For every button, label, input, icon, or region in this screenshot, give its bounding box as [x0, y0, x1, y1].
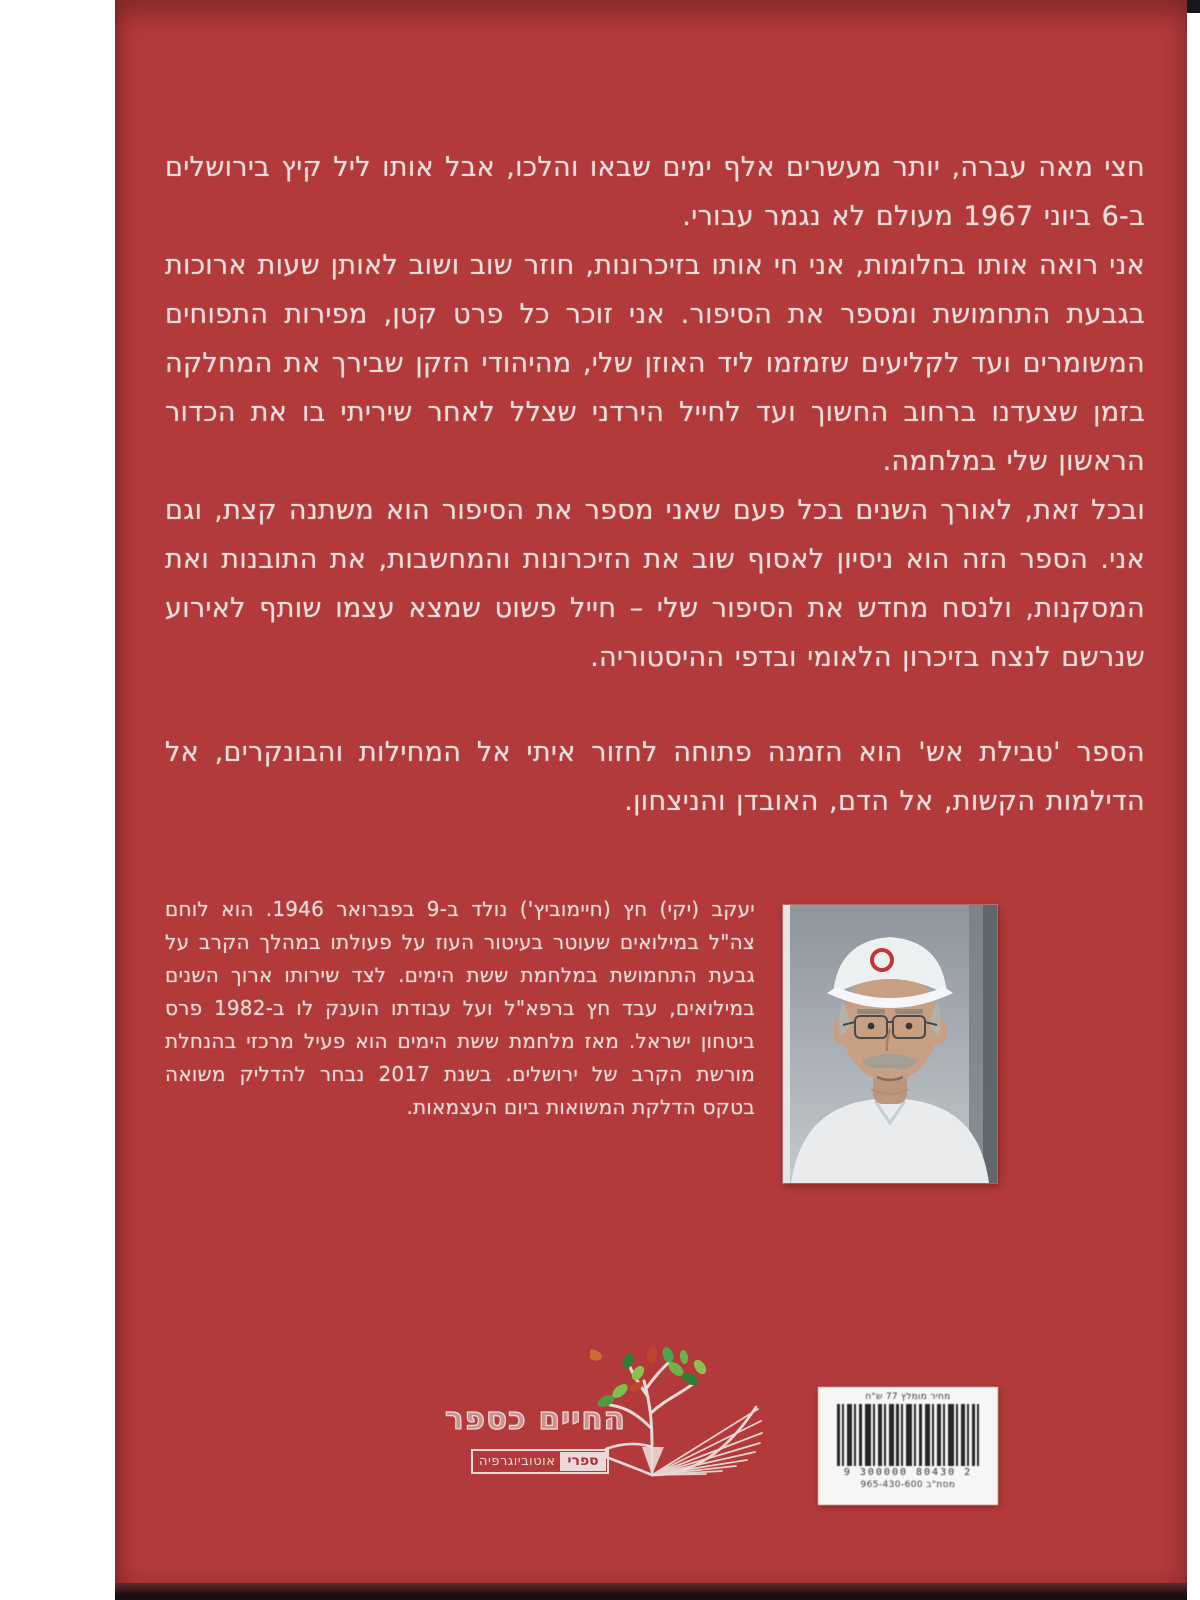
publisher-tagline: [471, 1449, 609, 1474]
barcode-top-text: מחיר מומלץ 77 ש"ח: [865, 1392, 951, 1402]
barcode: [833, 1404, 983, 1466]
tagline-word-solid: ספרי: [560, 1452, 605, 1471]
tagline-word-outline: אוטוביוגרפיה: [479, 1454, 556, 1469]
bottom-dark-bar: [115, 1583, 1187, 1600]
author-portrait-illustration: [783, 905, 997, 1183]
barcode-number: 9 300000 80430 2: [843, 1467, 973, 1478]
barcode-bottom-text: מסת"ב 965-430-600: [860, 1480, 956, 1490]
paragraph-2: אני רואה אותו בחלומות, אני חי אותו בזיכרונות, חוזר שוב ושוב לאותן שעות ארוכות בגבעת התחמושת ומספר את הסיפור. אני זוכר כל פרט קטן, מפירות התפוחים המשומרים ועד לקליעים שזמזמו ליד האוזן שלי, מהיהודי הזקן שבירך את המחלקה בזמן שצעדנו ברחוב החשוך ועד לחייל הירדני שצלל לאחר שיריתי בו את הכדור הראשון שלי במלחמה.: [165, 250, 1145, 477]
author-photo: [783, 905, 997, 1183]
paragraph-1: חצי מאה עברה, יותר מעשרים אלף ימים שבאו והלכו, אבל אותו ליל קיץ בירושלים ב-6 ביוני 1967 מעולם לא נגמר עבורי.: [165, 152, 1145, 232]
publisher-logo: [445, 1345, 775, 1495]
paragraph-3: ובכל זאת, לאורך השנים בכל פעם שאני מספר את הסיפור הוא משתנה קצת, וגם אני. הספר הזה הוא ניסיון לאסוף שוב את הזיכרונות והמחשבות, את התובנות ואת המסקנות, ולנסח מחדש את הסיפור שלי – חייל פשוט שמצא עצמו שותף לאירוע שנרשם לנצח בזיכרון הלאומי ובדפי ההיסטוריה.: [165, 495, 1145, 673]
publisher-name: החיים כספר: [445, 1401, 626, 1437]
paragraph-4: הספר 'טבילת אש' הוא הזמנה פתוחה לחזור איתי אל המחילות והבונקרים, אל הדילמות הקשות, אל הדם, האובדן והניצחון.: [165, 737, 1145, 817]
back-cover-text: [165, 143, 1145, 826]
author-bio: יעקב (יקי) חץ (חיימוביץ') נולד ב-9 בפברואר 1946. הוא לוחם צה"ל במילואים שעוטר בעיטור העוז על פעולתו במהלך הקרב על גבעת התחמושת במלחמת ששת הימים. לצד שירותו ארוך השנים במילואים, עבד חץ ברפא"ל ועל עבודתו הוענק לו ב-1982 פרס ביטחון ישראל. מאז מלחמת ששת הימים הוא פעיל מרכזי בהנחלת מורשת הקרב של ירושלים. בשנת 2017 נבחר להדליק משואה בטקס הדלקת המשואות ביום העצמאות.: [165, 897, 756, 1119]
back-cover: [115, 0, 1187, 1600]
barcode-sticker: [818, 1387, 998, 1505]
